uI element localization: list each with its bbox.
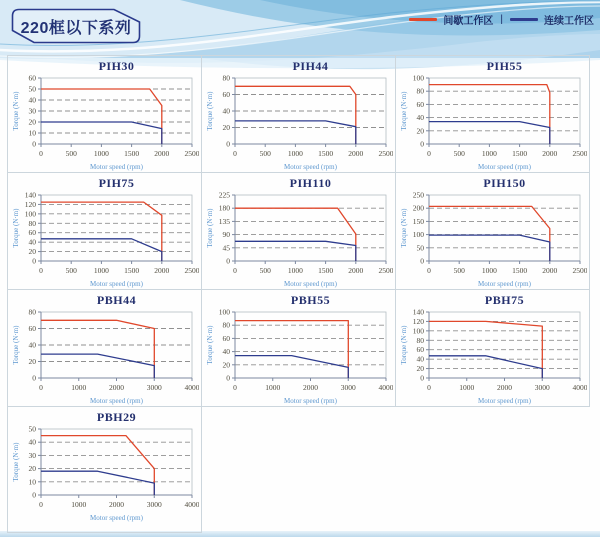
torque-speed-chart: [399, 307, 587, 405]
torque-speed-chart: [11, 424, 199, 522]
svg-text:3000: 3000: [340, 383, 356, 392]
legend: [409, 12, 594, 27]
svg-text:40: 40: [222, 347, 230, 357]
svg-text:80: 80: [222, 73, 230, 83]
torque-speed-chart: [399, 73, 587, 171]
svg-text:80: 80: [222, 320, 230, 330]
svg-text:140: 140: [24, 190, 36, 200]
legend-label-continuous: 连续工作区: [544, 16, 594, 27]
chart-cell-pih110: [201, 172, 396, 290]
svg-text:2000: 2000: [347, 266, 363, 275]
svg-text:60: 60: [416, 345, 424, 355]
svg-text:2000: 2000: [153, 266, 169, 275]
svg-text:30: 30: [28, 106, 36, 116]
chart-title: PIH150: [483, 176, 526, 190]
chart-row: [7, 55, 590, 173]
svg-text:20: 20: [28, 247, 36, 257]
svg-text:0: 0: [232, 266, 237, 275]
svg-text:2500: 2500: [572, 149, 587, 158]
svg-text:0: 0: [31, 256, 36, 266]
svg-text:20: 20: [416, 364, 424, 374]
chart-cell-pbh55: [201, 289, 396, 407]
svg-text:225: 225: [218, 190, 230, 200]
continuous-line-swatch: [510, 18, 538, 21]
chart-cell-pih55: [395, 55, 590, 173]
svg-text:60: 60: [222, 90, 230, 99]
svg-text:180: 180: [218, 203, 230, 213]
torque-speed-chart: [205, 190, 393, 288]
svg-text:0: 0: [38, 149, 43, 158]
svg-text:2500: 2500: [572, 266, 587, 275]
svg-text:1000: 1000: [264, 383, 280, 392]
svg-text:500: 500: [453, 149, 465, 158]
svg-text:4000: 4000: [184, 383, 199, 392]
svg-text:Motor speed (rpm): Motor speed (rpm): [89, 163, 143, 171]
svg-text:40: 40: [416, 354, 424, 364]
svg-text:Motor speed (rpm): Motor speed (rpm): [89, 514, 143, 522]
chart-title: PBH29: [96, 410, 137, 424]
torque-speed-chart: [11, 73, 199, 171]
svg-text:500: 500: [453, 266, 465, 275]
svg-text:0: 0: [426, 266, 431, 275]
svg-text:2500: 2500: [184, 149, 199, 158]
svg-text:20: 20: [222, 123, 230, 132]
svg-text:0: 0: [31, 373, 36, 383]
svg-text:Torque (N·m): Torque (N·m): [11, 208, 20, 248]
svg-text:1500: 1500: [511, 149, 527, 158]
svg-text:80: 80: [416, 86, 424, 96]
svg-text:100: 100: [412, 230, 424, 240]
chart-title: PBH55: [290, 293, 331, 307]
svg-text:0: 0: [225, 373, 230, 383]
svg-text:20: 20: [416, 126, 424, 136]
svg-text:100: 100: [24, 209, 36, 219]
svg-text:1000: 1000: [287, 266, 303, 275]
svg-text:0: 0: [426, 149, 431, 158]
svg-text:1000: 1000: [458, 383, 474, 392]
svg-text:40: 40: [28, 95, 36, 105]
svg-text:20: 20: [28, 464, 36, 474]
svg-text:1000: 1000: [93, 266, 109, 275]
svg-text:Torque (N·m): Torque (N·m): [205, 91, 214, 131]
svg-text:50: 50: [28, 84, 36, 94]
svg-text:0: 0: [38, 500, 43, 509]
svg-text:120: 120: [412, 316, 424, 326]
svg-text:500: 500: [65, 149, 77, 158]
chart-title: PIH110: [289, 176, 332, 190]
chart-cell-pbh44: [7, 289, 202, 407]
svg-text:140: 140: [412, 307, 424, 317]
svg-text:4000: 4000: [378, 383, 393, 392]
svg-text:3000: 3000: [146, 500, 162, 509]
page-title: 220框以下系列: [20, 20, 132, 37]
svg-text:40: 40: [416, 113, 424, 123]
chart-title: PIH30: [98, 59, 135, 73]
chart-cell-pih30: [7, 55, 202, 173]
svg-text:Torque (N·m): Torque (N·m): [11, 325, 20, 365]
svg-text:Motor speed (rpm): Motor speed (rpm): [477, 163, 531, 171]
svg-text:60: 60: [416, 99, 424, 109]
svg-text:0: 0: [419, 373, 424, 383]
svg-text:1500: 1500: [511, 266, 527, 275]
chart-cell-pih150: [395, 172, 590, 290]
svg-text:135: 135: [218, 216, 230, 226]
chart-title: PIH55: [486, 59, 523, 73]
svg-text:10: 10: [28, 477, 36, 487]
svg-text:40: 40: [28, 340, 36, 350]
svg-text:Motor speed (rpm): Motor speed (rpm): [283, 163, 337, 171]
svg-text:40: 40: [222, 106, 230, 116]
svg-text:0: 0: [426, 383, 431, 392]
svg-text:50: 50: [416, 243, 424, 253]
svg-text:60: 60: [28, 228, 36, 238]
chart-grid: [7, 55, 590, 533]
chart-cell-pih75: [7, 172, 202, 290]
svg-text:2000: 2000: [108, 383, 124, 392]
svg-text:2500: 2500: [378, 149, 393, 158]
svg-text:0: 0: [232, 149, 237, 158]
svg-text:1000: 1000: [93, 149, 109, 158]
svg-text:2000: 2000: [108, 500, 124, 509]
svg-text:4000: 4000: [184, 500, 199, 509]
chart-title: PIH44: [292, 59, 329, 73]
torque-speed-chart: [205, 73, 393, 171]
svg-text:1500: 1500: [317, 266, 333, 275]
svg-text:Motor speed (rpm): Motor speed (rpm): [477, 280, 531, 288]
svg-text:1500: 1500: [123, 266, 139, 275]
svg-text:30: 30: [28, 450, 36, 460]
chart-row: [7, 290, 590, 407]
chart-cell-pbh29: [7, 406, 202, 533]
svg-text:Torque (N·m): Torque (N·m): [399, 208, 408, 248]
svg-text:2500: 2500: [378, 266, 393, 275]
svg-text:60: 60: [28, 324, 36, 333]
svg-text:0: 0: [419, 139, 424, 149]
svg-text:60: 60: [28, 73, 36, 83]
svg-text:90: 90: [222, 230, 230, 240]
chart-title: PBH75: [484, 293, 525, 307]
svg-text:20: 20: [222, 360, 230, 370]
svg-text:0: 0: [38, 266, 43, 275]
chart-row: [7, 173, 590, 290]
svg-text:1000: 1000: [70, 383, 86, 392]
svg-text:120: 120: [24, 199, 36, 209]
svg-text:Torque (N·m): Torque (N·m): [205, 325, 214, 365]
svg-text:45: 45: [222, 243, 230, 253]
svg-text:Torque (N·m): Torque (N·m): [399, 325, 408, 365]
svg-text:2000: 2000: [541, 149, 557, 158]
svg-text:1000: 1000: [287, 149, 303, 158]
svg-text:60: 60: [222, 333, 230, 343]
svg-text:20: 20: [28, 117, 36, 127]
svg-text:1500: 1500: [317, 149, 333, 158]
series-title-box: [10, 8, 142, 44]
chart-cell-pih44: [201, 55, 396, 173]
torque-speed-chart: [205, 307, 393, 405]
svg-text:500: 500: [65, 266, 77, 275]
svg-text:200: 200: [412, 203, 424, 213]
svg-text:40: 40: [28, 237, 36, 247]
svg-text:80: 80: [28, 307, 36, 317]
torque-speed-chart: [399, 190, 587, 288]
svg-text:Motor speed (rpm): Motor speed (rpm): [283, 397, 337, 405]
svg-text:0: 0: [31, 490, 36, 500]
svg-text:3000: 3000: [534, 383, 550, 392]
svg-text:0: 0: [38, 383, 43, 392]
svg-text:2000: 2000: [153, 149, 169, 158]
svg-text:250: 250: [412, 190, 424, 200]
svg-text:2500: 2500: [184, 266, 199, 275]
chart-row: [7, 407, 590, 533]
svg-text:80: 80: [416, 335, 424, 345]
svg-text:Torque (N·m): Torque (N·m): [205, 208, 214, 248]
svg-text:0: 0: [225, 256, 230, 266]
svg-text:0: 0: [419, 256, 424, 266]
svg-text:20: 20: [28, 357, 36, 366]
svg-text:2000: 2000: [496, 383, 512, 392]
svg-text:100: 100: [218, 307, 230, 317]
svg-text:1000: 1000: [481, 149, 497, 158]
svg-text:1000: 1000: [481, 266, 497, 275]
svg-text:3000: 3000: [146, 383, 162, 392]
svg-text:1500: 1500: [123, 149, 139, 158]
svg-text:1000: 1000: [70, 500, 86, 509]
svg-text:Motor speed (rpm): Motor speed (rpm): [283, 280, 337, 288]
torque-speed-chart: [11, 307, 199, 405]
svg-text:Motor speed (rpm): Motor speed (rpm): [89, 280, 143, 288]
chart-title: PBH44: [96, 293, 137, 307]
svg-text:100: 100: [412, 73, 424, 83]
svg-text:150: 150: [412, 216, 424, 226]
chart-cell-pbh75: [395, 289, 590, 407]
svg-text:0: 0: [31, 139, 36, 149]
svg-text:2000: 2000: [541, 266, 557, 275]
chart-title: PIH75: [98, 176, 135, 190]
legend-label-intermittent: 间歇工作区: [443, 16, 494, 27]
svg-text:0: 0: [225, 139, 230, 149]
svg-text:4000: 4000: [572, 383, 587, 392]
svg-text:10: 10: [28, 128, 36, 138]
svg-text:500: 500: [259, 149, 271, 158]
svg-text:40: 40: [28, 437, 36, 447]
svg-text:0: 0: [232, 383, 237, 392]
intermittent-line-swatch: [409, 18, 437, 21]
torque-speed-chart: [11, 190, 199, 288]
svg-text:100: 100: [412, 326, 424, 336]
legend-separator: |: [500, 14, 503, 25]
svg-text:Torque (N·m): Torque (N·m): [11, 442, 20, 482]
svg-text:Torque (N·m): Torque (N·m): [399, 91, 408, 131]
svg-text:500: 500: [259, 266, 271, 275]
svg-text:2000: 2000: [302, 383, 318, 392]
svg-text:Torque (N·m): Torque (N·m): [11, 91, 20, 131]
svg-text:80: 80: [28, 218, 36, 228]
svg-text:2000: 2000: [347, 149, 363, 158]
svg-text:Motor speed (rpm): Motor speed (rpm): [89, 397, 143, 405]
svg-text:Motor speed (rpm): Motor speed (rpm): [477, 397, 531, 405]
svg-text:50: 50: [28, 424, 36, 434]
